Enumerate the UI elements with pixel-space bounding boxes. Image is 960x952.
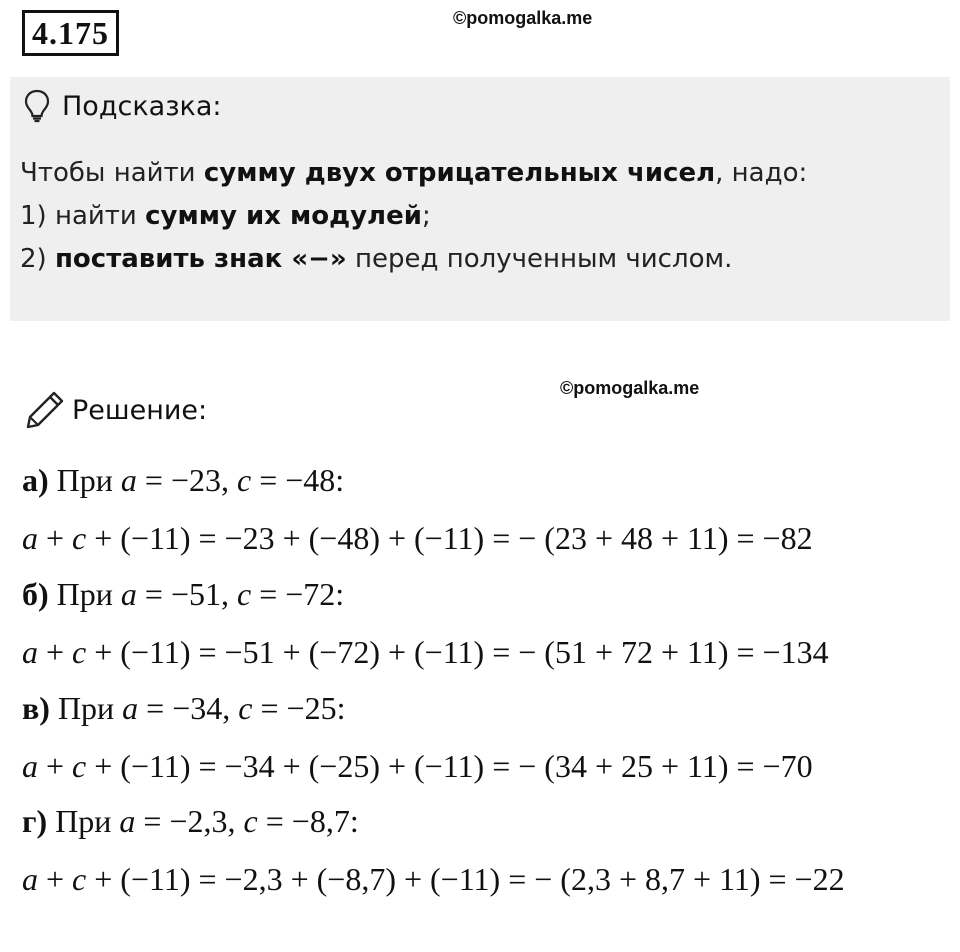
part-condition: б) При a = −51, c = −72: — [22, 576, 345, 612]
solution-header — [24, 388, 207, 432]
part-condition: в) При a = −34, c = −25: — [22, 690, 346, 726]
part-label: г) — [22, 803, 56, 839]
hint-title: Подсказка: — [62, 90, 222, 122]
part-condition: а) При a = −23, c = −48: — [22, 462, 345, 498]
part-condition: г) При a = −2,3, c = −8,7: — [22, 803, 359, 839]
part-equation: a + c + (−11) = −51 + (−72) + (−11) = − (51 + 72 + 11) = −134 — [22, 634, 829, 670]
part-label: а) — [22, 462, 57, 498]
lightbulb-icon — [24, 89, 50, 123]
hint-line-2: 1) найти сумму их модулей; — [20, 201, 431, 231]
part-equation: a + c + (−11) = −34 + (−25) + (−11) = − (34 + 25 + 11) = −70 — [22, 748, 813, 784]
hint-line-3: 2) поставить знак «−» перед полученным числом. — [20, 244, 733, 274]
hint-line-1: Чтобы найти сумму двух отрицательных чисел, надо: — [20, 158, 808, 188]
hint-text — [20, 152, 940, 281]
part-equation: a + c + (−11) = −23 + (−48) + (−11) = − (23 + 48 + 11) = −82 — [22, 520, 813, 556]
watermark-top: ©pomogalka.me — [453, 8, 593, 28]
part-label: б) — [22, 576, 57, 612]
pencil-icon — [24, 389, 66, 431]
solution-title: Решение: — [72, 394, 208, 426]
hint-header — [24, 86, 222, 126]
watermark-middle: ©pomogalka.me — [560, 378, 700, 398]
part-label: в) — [22, 690, 58, 726]
part-equation: a + c + (−11) = −2,3 + (−8,7) + (−11) = − (2,3 + 8,7 + 11) = −22 — [22, 861, 845, 897]
problem-number: 4.175 — [22, 10, 119, 56]
